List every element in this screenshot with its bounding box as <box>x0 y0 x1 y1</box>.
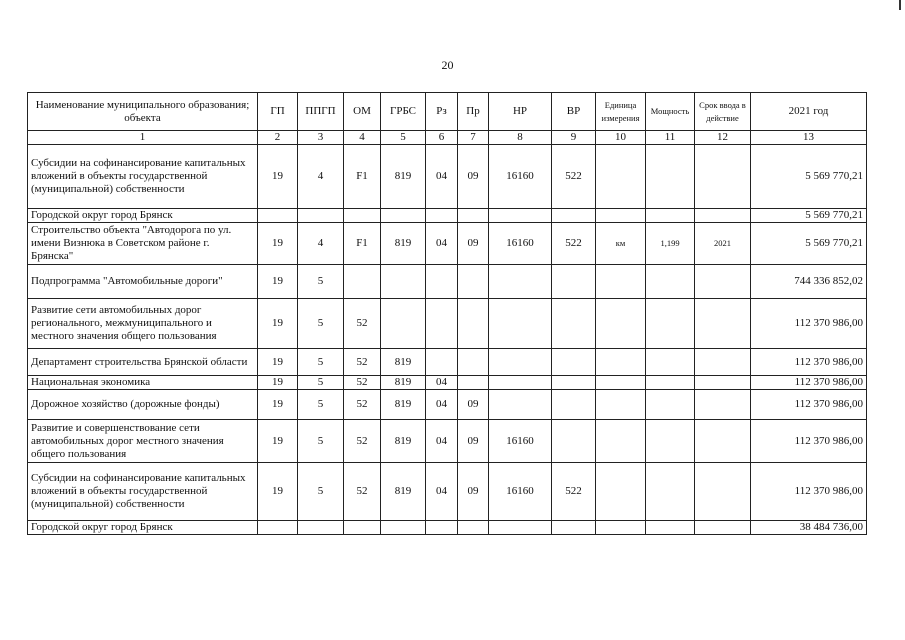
cell-gp: 19 <box>258 265 298 299</box>
cell-capacity <box>646 420 695 463</box>
cell-grbs <box>381 521 426 535</box>
cell-grbs: 819 <box>381 463 426 521</box>
cell-vr <box>552 390 596 420</box>
cell-grbs: 819 <box>381 376 426 390</box>
cell-gp: 19 <box>258 390 298 420</box>
cell-term <box>695 390 751 420</box>
cell-nr <box>489 265 552 299</box>
cell-vr: 522 <box>552 223 596 265</box>
cell-rz <box>426 209 458 223</box>
cell-name: Городской округ город Брянск <box>28 521 258 535</box>
cell-om: 52 <box>344 299 381 349</box>
header-om: ОМ <box>344 93 381 131</box>
cell-amount: 5 569 770,21 <box>751 145 867 209</box>
cell-om: 52 <box>344 376 381 390</box>
cell-nr <box>489 349 552 376</box>
cell-pr: 09 <box>458 145 489 209</box>
cell-nr <box>489 521 552 535</box>
cell-ppgp <box>298 209 344 223</box>
table-row <box>28 420 867 463</box>
cell-vr <box>552 299 596 349</box>
cell-capacity <box>646 376 695 390</box>
cell-pr: 09 <box>458 390 489 420</box>
header-pr: Пр <box>458 93 489 131</box>
cell-nr: 16160 <box>489 463 552 521</box>
cell-term <box>695 265 751 299</box>
cell-pr <box>458 521 489 535</box>
cell-ppgp: 5 <box>298 390 344 420</box>
cell-om <box>344 265 381 299</box>
cell-name: Департамент строительства Брянской области <box>28 349 258 376</box>
cell-capacity <box>646 521 695 535</box>
cell-vr <box>552 349 596 376</box>
cell-vr <box>552 265 596 299</box>
cell-om <box>344 209 381 223</box>
cell-unit <box>596 420 646 463</box>
column-number: 8 <box>489 131 552 145</box>
cell-term: 2021 <box>695 223 751 265</box>
cell-rz: 04 <box>426 420 458 463</box>
cell-gp: 19 <box>258 299 298 349</box>
column-number: 3 <box>298 131 344 145</box>
cell-om: F1 <box>344 145 381 209</box>
column-number: 10 <box>596 131 646 145</box>
cell-grbs: 819 <box>381 145 426 209</box>
cell-ppgp: 4 <box>298 145 344 209</box>
cell-vr <box>552 420 596 463</box>
cell-vr: 522 <box>552 463 596 521</box>
cell-name: Городской округ город Брянск <box>28 209 258 223</box>
column-number: 9 <box>552 131 596 145</box>
column-number: 12 <box>695 131 751 145</box>
cell-name: Строительство объекта "Автодорога по ул. имени Визнюка в Советском районе г. Брянска" <box>28 223 258 265</box>
cell-nr: 16160 <box>489 420 552 463</box>
cell-pr: 09 <box>458 223 489 265</box>
cell-amount: 5 569 770,21 <box>751 223 867 265</box>
cell-pr: 09 <box>458 420 489 463</box>
cell-term <box>695 376 751 390</box>
header-term: Срок ввода в действие <box>695 93 751 131</box>
cell-term <box>695 349 751 376</box>
table-row <box>28 390 867 420</box>
cell-om: 52 <box>344 463 381 521</box>
cell-unit <box>596 390 646 420</box>
page-edge-mark <box>899 0 901 10</box>
cell-grbs: 819 <box>381 349 426 376</box>
cell-nr <box>489 390 552 420</box>
budget-table <box>27 92 867 535</box>
cell-unit <box>596 209 646 223</box>
cell-unit <box>596 521 646 535</box>
column-number: 2 <box>258 131 298 145</box>
cell-capacity <box>646 349 695 376</box>
cell-unit <box>596 299 646 349</box>
cell-ppgp: 5 <box>298 376 344 390</box>
cell-rz <box>426 299 458 349</box>
cell-unit <box>596 265 646 299</box>
cell-nr: 16160 <box>489 145 552 209</box>
cell-grbs <box>381 265 426 299</box>
cell-gp: 19 <box>258 420 298 463</box>
cell-gp: 19 <box>258 223 298 265</box>
cell-amount: 5 569 770,21 <box>751 209 867 223</box>
cell-unit <box>596 463 646 521</box>
cell-pr <box>458 209 489 223</box>
cell-capacity: 1,199 <box>646 223 695 265</box>
cell-capacity <box>646 265 695 299</box>
column-number: 5 <box>381 131 426 145</box>
cell-grbs: 819 <box>381 390 426 420</box>
cell-rz: 04 <box>426 376 458 390</box>
header-rz: Рз <box>426 93 458 131</box>
header-unit: Единица измерения <box>596 93 646 131</box>
cell-name: Национальная экономика <box>28 376 258 390</box>
table-body <box>28 145 867 535</box>
cell-ppgp: 5 <box>298 463 344 521</box>
header-year: 2021 год <box>751 93 867 131</box>
cell-unit <box>596 349 646 376</box>
page-number: 20 <box>441 58 454 72</box>
cell-nr <box>489 209 552 223</box>
cell-rz <box>426 521 458 535</box>
cell-rz <box>426 265 458 299</box>
cell-term <box>695 209 751 223</box>
cell-rz: 04 <box>426 223 458 265</box>
cell-gp <box>258 209 298 223</box>
header-gp: ГП <box>258 93 298 131</box>
cell-gp: 19 <box>258 349 298 376</box>
header-vr: ВР <box>552 93 596 131</box>
table-row <box>28 299 867 349</box>
cell-amount: 112 370 986,00 <box>751 463 867 521</box>
cell-pr <box>458 265 489 299</box>
cell-gp: 19 <box>258 145 298 209</box>
header-capacity: Мощность <box>646 93 695 131</box>
cell-amount: 38 484 736,00 <box>751 521 867 535</box>
column-number: 1 <box>28 131 258 145</box>
cell-rz: 04 <box>426 390 458 420</box>
cell-ppgp <box>298 521 344 535</box>
cell-om: 52 <box>344 420 381 463</box>
cell-om: F1 <box>344 223 381 265</box>
table-row <box>28 265 867 299</box>
cell-ppgp: 5 <box>298 299 344 349</box>
cell-term <box>695 420 751 463</box>
cell-unit: км <box>596 223 646 265</box>
header-name: Наименование муниципального образования; объекта <box>28 93 258 131</box>
cell-capacity <box>646 145 695 209</box>
cell-capacity <box>646 299 695 349</box>
column-number: 6 <box>426 131 458 145</box>
cell-vr <box>552 376 596 390</box>
cell-gp <box>258 521 298 535</box>
column-number: 7 <box>458 131 489 145</box>
cell-ppgp: 4 <box>298 223 344 265</box>
cell-amount: 112 370 986,00 <box>751 299 867 349</box>
cell-pr <box>458 376 489 390</box>
header-nr: НР <box>489 93 552 131</box>
cell-om: 52 <box>344 390 381 420</box>
cell-capacity <box>646 463 695 521</box>
cell-ppgp: 5 <box>298 265 344 299</box>
column-number: 4 <box>344 131 381 145</box>
cell-pr <box>458 299 489 349</box>
cell-amount: 112 370 986,00 <box>751 376 867 390</box>
cell-ppgp: 5 <box>298 420 344 463</box>
cell-name: Подпрограмма "Автомобильные дороги" <box>28 265 258 299</box>
cell-grbs <box>381 209 426 223</box>
cell-om: 52 <box>344 349 381 376</box>
column-number: 11 <box>646 131 695 145</box>
cell-name: Субсидии на софинансирование капитальных вложений в объекты государственной (муниципальной) собственности <box>28 463 258 521</box>
cell-unit <box>596 145 646 209</box>
cell-unit <box>596 376 646 390</box>
cell-amount: 112 370 986,00 <box>751 349 867 376</box>
cell-name: Дорожное хозяйство (дорожные фонды) <box>28 390 258 420</box>
cell-amount: 112 370 986,00 <box>751 390 867 420</box>
cell-nr <box>489 299 552 349</box>
cell-pr: 09 <box>458 463 489 521</box>
cell-grbs: 819 <box>381 420 426 463</box>
cell-name: Субсидии на софинансирование капитальных вложений в объекты государственной (муниципальной) собственности <box>28 145 258 209</box>
cell-amount: 112 370 986,00 <box>751 420 867 463</box>
column-number-row <box>28 131 867 145</box>
cell-vr <box>552 209 596 223</box>
cell-name: Развитие и совершенствование сети автомобильных дорог местного значения общего пользования <box>28 420 258 463</box>
table-row <box>28 463 867 521</box>
table-row <box>28 223 867 265</box>
cell-term <box>695 299 751 349</box>
cell-pr <box>458 349 489 376</box>
table-row <box>28 145 867 209</box>
table-row <box>28 209 867 223</box>
cell-term <box>695 463 751 521</box>
cell-vr: 522 <box>552 145 596 209</box>
header-grbs: ГРБС <box>381 93 426 131</box>
cell-rz: 04 <box>426 145 458 209</box>
cell-gp: 19 <box>258 463 298 521</box>
cell-om <box>344 521 381 535</box>
cell-nr <box>489 376 552 390</box>
cell-term <box>695 521 751 535</box>
cell-name: Развитие сети автомобильных дорог регионального, межмуниципального и местного значения общего пользования <box>28 299 258 349</box>
header-ppgp: ППГП <box>298 93 344 131</box>
table-row <box>28 349 867 376</box>
cell-rz <box>426 349 458 376</box>
table-row <box>28 376 867 390</box>
cell-capacity <box>646 209 695 223</box>
column-number: 13 <box>751 131 867 145</box>
cell-amount: 744 336 852,02 <box>751 265 867 299</box>
cell-rz: 04 <box>426 463 458 521</box>
cell-vr <box>552 521 596 535</box>
cell-term <box>695 145 751 209</box>
header-row <box>28 93 867 131</box>
table-row <box>28 521 867 535</box>
cell-grbs: 819 <box>381 223 426 265</box>
cell-capacity <box>646 390 695 420</box>
cell-nr: 16160 <box>489 223 552 265</box>
cell-grbs <box>381 299 426 349</box>
cell-ppgp: 5 <box>298 349 344 376</box>
cell-gp: 19 <box>258 376 298 390</box>
